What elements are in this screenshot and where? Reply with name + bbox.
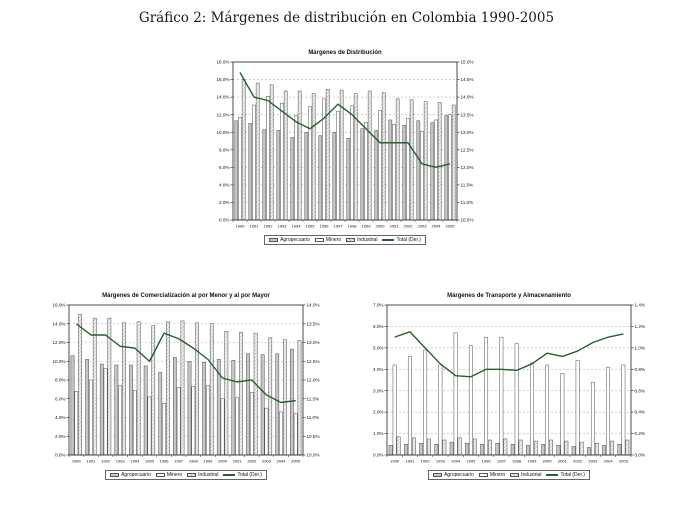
bar-minero <box>266 96 269 220</box>
year-label: 1996 <box>159 458 169 464</box>
legend-label: Agropecuario <box>444 472 474 478</box>
bar-industrial <box>580 442 583 455</box>
bar-industrial <box>354 94 357 220</box>
bar-industrial <box>298 341 301 455</box>
bar-industrial <box>382 93 385 220</box>
bar-minero <box>236 398 239 455</box>
bar-agro <box>361 129 364 220</box>
bar-agro <box>232 360 235 455</box>
bar-agro <box>159 373 162 456</box>
bar-agro <box>263 130 266 220</box>
bar-minero <box>448 115 451 220</box>
bar-agro <box>86 359 89 455</box>
year-label: 1998 <box>512 458 522 464</box>
bar-industrial <box>256 83 259 220</box>
right-axis-label: 0.6% <box>634 388 645 394</box>
bar-minero <box>423 350 426 455</box>
legend-bar-swatch <box>110 473 119 477</box>
legend-bar-swatch <box>156 473 165 477</box>
bar-industrial <box>283 340 286 455</box>
bar-agro <box>435 444 438 455</box>
bar-minero <box>378 110 381 220</box>
bar-minero <box>250 392 253 455</box>
bar-industrial <box>397 437 400 455</box>
left-axis-label: 14.0% <box>216 94 230 100</box>
bar-minero <box>469 346 472 455</box>
year-label: 1997 <box>333 223 343 229</box>
year-label: 1994 <box>451 458 461 464</box>
legend-bar-swatch <box>269 238 278 242</box>
right-axis-label: 13.5% <box>460 112 474 118</box>
bar-industrial <box>270 85 273 220</box>
year-label: 1996 <box>481 458 491 464</box>
year-label: 2005 <box>445 223 455 229</box>
year-label: 1991 <box>249 223 259 229</box>
bar-agro <box>71 356 74 455</box>
legend-label: Industrial <box>521 472 542 478</box>
right-axis-label: 1.0% <box>634 345 645 351</box>
bar-industrial <box>152 326 155 455</box>
bar-agro <box>511 444 514 455</box>
year-label: 2002 <box>403 223 413 229</box>
year-label: 1991 <box>86 458 96 464</box>
legend-label: Industrial <box>357 237 378 243</box>
chart-legend <box>428 470 590 480</box>
chart-title: Márgenes de Distribución <box>308 50 382 56</box>
chart-legend <box>105 470 267 480</box>
bar-industrial <box>424 102 427 221</box>
legend-item-industrial <box>510 472 541 478</box>
year-label: 2002 <box>247 458 257 464</box>
right-axis-label: 12.0% <box>306 377 320 383</box>
bar-agro <box>450 442 453 455</box>
bar-industrial <box>312 94 315 220</box>
bar-industrial <box>412 438 415 455</box>
bar-minero <box>279 412 282 455</box>
legend-label: Minero <box>166 472 183 478</box>
legend-line-swatch <box>546 474 558 476</box>
right-axis-label: 0.8% <box>634 366 645 372</box>
bar-minero <box>545 365 548 455</box>
left-axis-label: 0.0% <box>373 452 384 458</box>
right-axis-label: 14.0% <box>306 302 320 308</box>
bar-minero <box>133 390 136 455</box>
legend-label: Agropecuario <box>280 237 310 243</box>
left-axis-label: 16.0% <box>52 302 66 308</box>
left-axis-label: 10.0% <box>52 358 66 364</box>
chart-margenes-distribucion <box>204 50 486 245</box>
bar-industrial <box>242 80 245 220</box>
bar-minero <box>162 403 165 455</box>
bar-agro <box>290 349 293 455</box>
bar-agro <box>276 354 279 455</box>
bar-industrial <box>610 441 613 455</box>
left-axis-label: 0.0% <box>219 217 230 223</box>
bar-agro <box>541 444 544 455</box>
bar-industrial <box>239 332 242 455</box>
bar-minero <box>75 391 78 455</box>
bar-minero <box>294 116 297 220</box>
left-axis-label: 4.0% <box>55 415 66 421</box>
bar-minero <box>238 117 241 220</box>
year-label: 1999 <box>527 458 537 464</box>
left-axis-label: 2.0% <box>55 433 66 439</box>
bar-agro <box>445 116 448 220</box>
year-label: 1990 <box>235 223 245 229</box>
right-axis-label: 15.0% <box>460 59 474 65</box>
left-axis-label: 1.0% <box>373 431 384 437</box>
year-label: 1992 <box>263 223 273 229</box>
left-axis-label: 4.0% <box>219 182 230 188</box>
bar-minero <box>454 333 457 455</box>
year-label: 2004 <box>603 458 613 464</box>
year-label: 1995 <box>466 458 476 464</box>
year-label: 1993 <box>435 458 445 464</box>
legend-item-agro <box>269 237 310 243</box>
legend-item-agro <box>433 472 474 478</box>
legend-bar-swatch <box>433 473 442 477</box>
bar-minero <box>576 361 579 455</box>
year-label: 1994 <box>130 458 140 464</box>
legend-item-minero <box>315 237 341 243</box>
bar-agro <box>249 123 252 220</box>
legend-bar-swatch <box>346 238 355 242</box>
bar-minero <box>392 124 395 220</box>
bar-minero <box>530 363 533 455</box>
bar-industrial <box>210 324 213 455</box>
bar-minero <box>591 382 594 455</box>
year-label: 2001 <box>232 458 242 464</box>
legend-item-minero <box>479 472 505 478</box>
year-label: 1999 <box>361 223 371 229</box>
chart-legend <box>264 235 426 245</box>
legend-label: Total (Der.) <box>237 472 262 478</box>
bar-minero <box>439 365 442 455</box>
year-label: 2001 <box>557 458 567 464</box>
bar-agro <box>496 443 499 455</box>
bar-minero <box>406 118 409 220</box>
year-label: 1990 <box>390 458 400 464</box>
left-axis-label: 7.0% <box>373 302 384 308</box>
legend-label: Total (Der.) <box>560 472 585 478</box>
legend-label: Agropecuario <box>121 472 151 478</box>
bar-minero <box>192 387 195 455</box>
legend-label: Minero <box>325 237 342 243</box>
bar-agro <box>587 448 590 456</box>
chart-margenes-transporte <box>358 293 660 480</box>
legend-label: Industrial <box>198 472 219 478</box>
year-label: 1993 <box>115 458 125 464</box>
bar-minero <box>148 397 151 455</box>
bar-minero <box>252 105 255 220</box>
legend-label: Total (Der.) <box>396 237 421 243</box>
bar-agro <box>261 355 264 455</box>
bar-minero <box>515 344 518 455</box>
right-axis-label: 10.0% <box>306 452 320 458</box>
year-label: 2003 <box>588 458 598 464</box>
year-label: 1992 <box>101 458 111 464</box>
bar-industrial <box>565 441 568 455</box>
bar-agro <box>431 123 434 220</box>
legend-item-line <box>546 472 584 478</box>
year-label: 1996 <box>319 223 329 229</box>
legend-bar-swatch <box>187 473 196 477</box>
bar-industrial <box>410 100 413 220</box>
bar-industrial <box>79 314 82 455</box>
bar-agro <box>572 446 575 455</box>
bar-minero <box>119 386 122 455</box>
bar-industrial <box>254 333 257 455</box>
right-axis-label: 11.5% <box>306 396 320 402</box>
bar-minero <box>280 103 283 220</box>
year-label: 2000 <box>375 223 385 229</box>
bar-industrial <box>534 441 537 455</box>
legend-bar-swatch <box>315 238 324 242</box>
year-label: 2003 <box>417 223 427 229</box>
figure-caption: Gráfico 2: Márgenes de distribución en Colombia 1990-2005 <box>138 10 555 26</box>
bar-agro <box>465 443 468 455</box>
bar-industrial <box>340 90 343 220</box>
bar-agro <box>100 364 103 455</box>
legend-label: Minero <box>489 472 506 478</box>
bar-minero <box>206 386 209 455</box>
bar-agro <box>602 445 605 455</box>
bar-minero <box>606 367 609 455</box>
legend-line-swatch <box>223 474 235 476</box>
right-axis-label: 12.0% <box>460 164 474 170</box>
right-axis-label: 0.4% <box>634 409 645 415</box>
bar-industrial <box>488 440 491 455</box>
bar-industrial <box>225 331 228 455</box>
year-label: 2001 <box>389 223 399 229</box>
bar-agro <box>277 130 280 220</box>
year-label: 2000 <box>542 458 552 464</box>
chart-margenes-comercializacion <box>40 293 332 480</box>
right-axis-label: 13.5% <box>306 321 320 327</box>
year-label: 2005 <box>618 458 628 464</box>
bar-agro <box>173 358 176 456</box>
bar-agro <box>526 445 529 455</box>
bar-minero <box>420 131 423 220</box>
bar-agro <box>618 444 621 455</box>
bar-agro <box>417 121 420 220</box>
bar-industrial <box>368 91 371 220</box>
bar-agro <box>403 125 406 220</box>
right-axis-label: 0.0% <box>634 452 645 458</box>
right-axis-label: 10.5% <box>306 433 320 439</box>
bar-industrial <box>473 439 476 455</box>
bar-minero <box>177 388 180 456</box>
bar-minero <box>622 365 625 455</box>
right-axis-label: 10.5% <box>460 217 474 223</box>
bar-minero <box>393 365 396 455</box>
right-axis-label: 14.0% <box>460 94 474 100</box>
bar-minero <box>350 106 353 220</box>
bar-industrial <box>504 439 507 455</box>
bar-industrial <box>452 105 455 220</box>
bar-agro <box>389 120 392 220</box>
left-axis-label: 16.0% <box>216 77 230 83</box>
right-axis-label: 0.2% <box>634 431 645 437</box>
year-label: 2003 <box>261 458 271 464</box>
year-label: 1994 <box>291 223 301 229</box>
bar-minero <box>336 111 339 220</box>
year-label: 1991 <box>405 458 415 464</box>
bar-industrial <box>122 323 125 455</box>
bar-agro <box>144 366 147 455</box>
total-line <box>395 332 624 377</box>
year-label: 2004 <box>431 223 441 229</box>
bar-agro <box>480 444 483 455</box>
bar-minero <box>308 107 311 220</box>
bar-industrial <box>519 440 522 455</box>
left-axis-label: 12.0% <box>52 340 66 346</box>
bar-agro <box>188 361 191 455</box>
left-axis-label: 0.0% <box>55 452 66 458</box>
legend-item-line <box>382 237 420 243</box>
bar-minero <box>500 337 503 455</box>
bar-minero <box>89 380 92 455</box>
bar-agro <box>129 365 132 455</box>
left-axis-label: 2.0% <box>219 200 230 206</box>
right-axis-label: 12.5% <box>460 147 474 153</box>
left-axis-label: 3.0% <box>373 388 384 394</box>
right-axis-label: 11.0% <box>306 415 320 421</box>
bar-agro <box>291 137 294 220</box>
right-axis-label: 1.4% <box>634 302 645 308</box>
year-label: 2002 <box>573 458 583 464</box>
bar-minero <box>104 369 107 455</box>
plot-area <box>204 57 486 233</box>
bar-agro <box>115 365 118 455</box>
bar-industrial <box>137 322 140 455</box>
right-axis-label: 14.5% <box>460 77 474 83</box>
bar-agro <box>389 445 392 455</box>
bar-industrial <box>427 439 430 455</box>
right-axis-label: 13.0% <box>306 340 320 346</box>
year-label: 2004 <box>276 458 286 464</box>
left-axis-label: 18.0% <box>216 59 230 65</box>
left-axis-label: 14.0% <box>52 321 66 327</box>
year-label: 1990 <box>71 458 81 464</box>
year-label: 2000 <box>218 458 228 464</box>
bar-industrial <box>458 438 461 455</box>
bar-minero <box>561 374 564 455</box>
bar-agro <box>305 132 308 220</box>
year-label: 2005 <box>291 458 301 464</box>
year-label: 1993 <box>277 223 287 229</box>
legend-bar-swatch <box>479 473 488 477</box>
bar-agro <box>333 132 336 220</box>
bar-agro <box>347 138 350 220</box>
legend-item-industrial <box>187 472 218 478</box>
bar-minero <box>408 356 411 455</box>
bar-industrial <box>443 440 446 455</box>
bar-industrial <box>166 322 169 455</box>
year-label: 1997 <box>174 458 184 464</box>
left-axis-label: 2.0% <box>373 409 384 415</box>
bar-minero <box>484 337 487 455</box>
bar-minero <box>265 408 268 455</box>
bar-industrial <box>93 318 96 455</box>
left-axis-label: 4.0% <box>373 366 384 372</box>
left-axis-label: 6.0% <box>55 396 66 402</box>
bar-agro <box>246 354 249 455</box>
left-axis-label: 12.0% <box>216 112 230 118</box>
year-label: 1999 <box>203 458 213 464</box>
bar-agro <box>375 130 378 220</box>
bar-minero <box>364 123 367 220</box>
year-label: 1998 <box>347 223 357 229</box>
left-axis-label: 6.0% <box>219 164 230 170</box>
right-axis-label: 12.5% <box>306 358 320 364</box>
legend-item-minero <box>156 472 182 478</box>
right-axis-label: 11.0% <box>460 200 474 206</box>
right-axis-label: 11.5% <box>460 182 474 188</box>
year-label: 1997 <box>496 458 506 464</box>
bar-industrial <box>196 323 199 455</box>
plot-area <box>358 300 660 468</box>
bar-minero <box>434 120 437 220</box>
bar-industrial <box>438 102 441 220</box>
bar-agro <box>319 136 322 220</box>
bar-agro <box>557 445 560 455</box>
left-axis-label: 8.0% <box>55 377 66 383</box>
bar-minero <box>221 399 224 455</box>
right-axis-label: 13.0% <box>460 129 474 135</box>
bar-agro <box>203 362 206 455</box>
right-axis-label: 1.2% <box>634 324 645 330</box>
plot-area <box>40 300 332 468</box>
chart-title: Márgenes de Transporte y Almacenamiento <box>447 293 571 299</box>
bar-agro <box>404 444 407 455</box>
bar-industrial <box>626 440 629 455</box>
bar-industrial <box>326 89 329 220</box>
left-axis-label: 10.0% <box>216 129 230 135</box>
year-label: 1992 <box>420 458 430 464</box>
chart-title: Márgenes de Comercialización al por Menor y al por Mayor <box>102 293 270 299</box>
legend-bar-swatch <box>510 473 519 477</box>
bar-agro <box>235 121 238 220</box>
bar-industrial <box>595 443 598 455</box>
bar-agro <box>419 443 422 455</box>
year-label: 1998 <box>188 458 198 464</box>
year-label: 1995 <box>305 223 315 229</box>
legend-item-industrial <box>346 237 377 243</box>
bar-industrial <box>298 91 301 220</box>
legend-item-line <box>223 472 261 478</box>
bar-industrial <box>396 99 399 220</box>
bar-industrial <box>549 440 552 455</box>
left-axis-label: 6.0% <box>373 324 384 330</box>
legend-line-swatch <box>382 239 394 241</box>
year-label: 1995 <box>144 458 154 464</box>
legend-item-agro <box>110 472 151 478</box>
left-axis-label: 8.0% <box>219 147 230 153</box>
bar-minero <box>294 414 297 455</box>
left-axis-label: 5.0% <box>373 345 384 351</box>
bar-industrial <box>284 91 287 220</box>
